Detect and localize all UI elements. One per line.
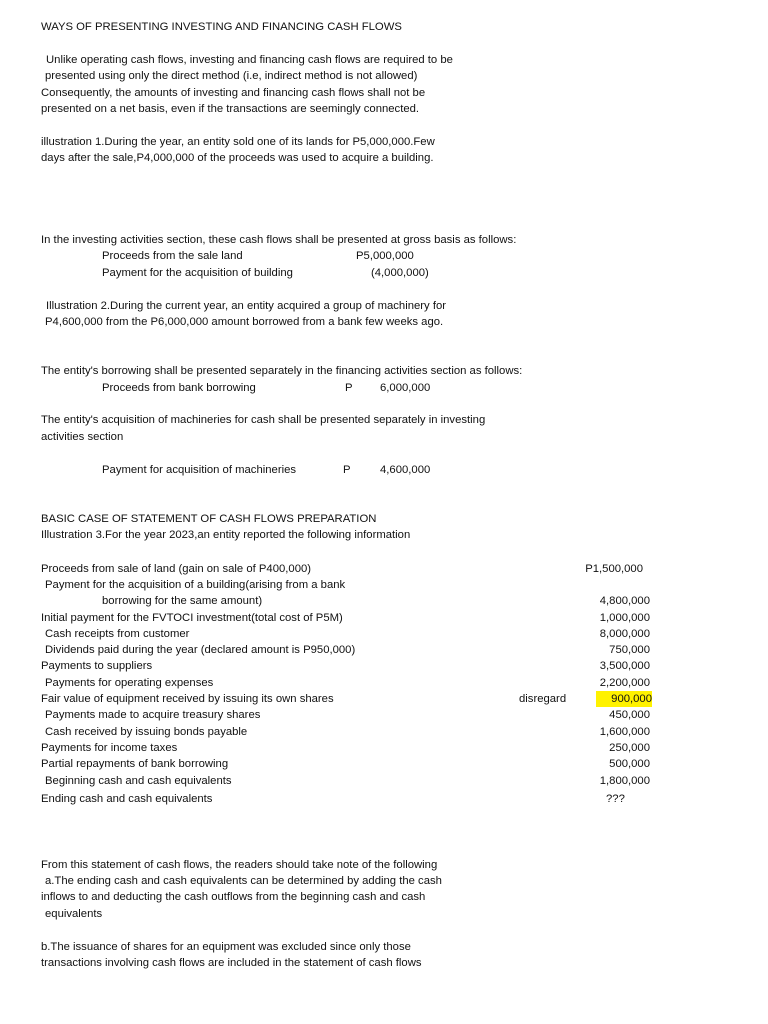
notes-a-line-2: a.The ending cash and cash equivalents can be determined by adding the cash <box>45 875 442 887</box>
machinery-item-currency: P <box>343 464 351 476</box>
highlighted-amount: 900,000 <box>596 691 652 707</box>
cash-item-amount: P1,500,000 <box>585 563 643 575</box>
notes-a-line-3: inflows to and deducting the cash outflows from the beginning cash and cash <box>41 891 426 903</box>
illustration2-line-1: Illustration 2.During the current year, an entity acquired a group of machinery for <box>46 300 446 312</box>
investing-intro: In the investing activities section, these cash flows shall be presented at gross basis as follows: <box>41 234 517 246</box>
cash-item-amount: 4,800,000 <box>599 595 650 607</box>
cash-item-amount: 1,800,000 <box>599 775 650 787</box>
cash-item-label: Payments for operating expenses <box>45 677 214 689</box>
machinery-item-label: Payment for acquisition of machineries <box>102 464 297 476</box>
financing-item-amount: 6,000,000 <box>380 382 431 394</box>
investing-item-amount: P5,000,000 <box>356 250 414 262</box>
financing-item-currency: P <box>345 382 353 394</box>
notes-b-line-2: transactions involving cash flows are included in the statement of cash flows <box>41 957 422 969</box>
cash-item-label: Dividends paid during the year (declared amount is P950,000) <box>45 644 356 656</box>
page-title: WAYS OF PRESENTING INVESTING AND FINANCING CASH FLOWS <box>41 21 402 33</box>
cash-item-label: Payments for income taxes <box>41 742 178 754</box>
cash-item-amount: 8,000,000 <box>599 628 650 640</box>
cash-item-label: borrowing for the same amount) <box>102 595 263 607</box>
machinery-intro-line-2: activities section <box>41 431 124 443</box>
investing-item-label: Proceeds from the sale land <box>102 250 243 262</box>
ending-cash-amount: ??? <box>606 793 625 805</box>
cash-item-amount: 750,000 <box>609 644 650 656</box>
notes-a-line-4: equivalents <box>45 908 103 920</box>
financing-item-label: Proceeds from bank borrowing <box>102 382 256 394</box>
notes-a-line-1: From this statement of cash flows, the readers should take note of the following <box>41 859 438 871</box>
illustration3-intro: Illustration 3.For the year 2023,an entity reported the following information <box>41 529 411 541</box>
intro-line-2: presented using only the direct method (i.e, indirect method is not allowed) <box>45 70 418 82</box>
notes-b-line-1: b.The issuance of shares for an equipment was excluded since only those <box>41 941 411 953</box>
cash-item-amount: 1,000,000 <box>599 612 650 624</box>
illustration1-line-1: illustration 1.During the year, an entity sold one of its lands for P5,000,000.Few <box>41 136 435 148</box>
illustration1-line-2: days after the sale,P4,000,000 of the proceeds was used to acquire a building. <box>41 152 434 164</box>
intro-line-3: Consequently, the amounts of investing and financing cash flows shall not be <box>41 87 426 99</box>
cash-item-amount: 250,000 <box>609 742 650 754</box>
illustration2-line-2: P4,600,000 from the P6,000,000 amount borrowed from a bank few weeks ago. <box>45 316 444 328</box>
cash-item-label: Payment for the acquisition of a building(arising from a bank <box>45 579 346 591</box>
basic-case-title: BASIC CASE OF STATEMENT OF CASH FLOWS PREPARATION <box>41 513 377 525</box>
disregard-note: disregard <box>519 693 567 705</box>
cash-item-amount: 450,000 <box>609 709 650 721</box>
cash-item-label: Fair value of equipment received by issuing its own shares <box>41 693 334 705</box>
cash-item-label: Payments made to acquire treasury shares <box>45 709 261 721</box>
financing-intro: The entity's borrowing shall be presented separately in the financing activities section as follows: <box>41 365 523 377</box>
cash-item-label: Proceeds from sale of land (gain on sale of P400,000) <box>41 563 312 575</box>
cash-item-amount: 3,500,000 <box>599 660 650 672</box>
cash-item-label: Payments to suppliers <box>41 660 153 672</box>
cash-item-amount: 2,200,000 <box>599 677 650 689</box>
machinery-intro-line-1: The entity's acquisition of machineries for cash shall be presented separately in investing <box>41 414 486 426</box>
investing-item-label: Payment for the acquisition of building <box>102 267 293 279</box>
cash-item-amount: 500,000 <box>609 758 650 770</box>
cash-item-label: Cash received by issuing bonds payable <box>45 726 248 738</box>
cash-item-amount: 1,600,000 <box>599 726 650 738</box>
intro-line-4: presented on a net basis, even if the transactions are seemingly connected. <box>41 103 420 115</box>
cash-item-label: Initial payment for the FVTOCI investment(total cost of P5M) <box>41 612 343 624</box>
cash-item-label: Ending cash and cash equivalents <box>41 793 213 805</box>
intro-line-1: Unlike operating cash flows, investing and financing cash flows are required to be <box>46 54 453 66</box>
machinery-item-amount: 4,600,000 <box>380 464 431 476</box>
cash-item-label: Beginning cash and cash equivalents <box>45 775 232 787</box>
cash-item-label: Partial repayments of bank borrowing <box>41 758 229 770</box>
cash-item-label: Cash receipts from customer <box>45 628 190 640</box>
investing-item-amount: (4,000,000) <box>371 267 429 279</box>
